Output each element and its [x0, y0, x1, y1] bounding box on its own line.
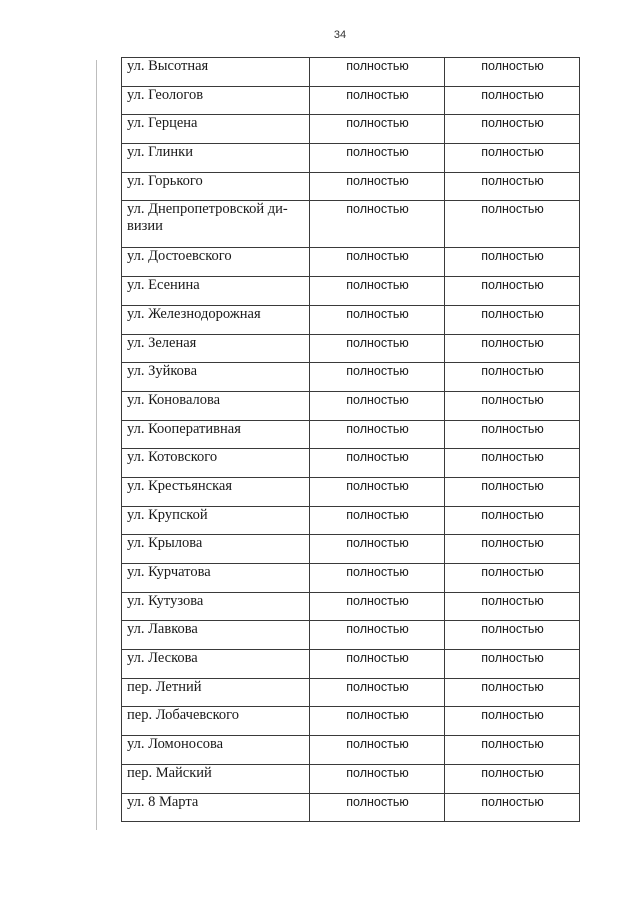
- street-cell: ул. Котовского: [122, 449, 310, 478]
- status-cell-b: полностью: [445, 678, 580, 707]
- table-row: [122, 58, 580, 87]
- status-cell-a: полностью: [310, 420, 445, 449]
- table-row: [122, 86, 580, 115]
- street-cell: ул. Геологов: [122, 86, 310, 115]
- status-cell-b: полностью: [445, 334, 580, 363]
- table-row: [122, 144, 580, 173]
- table-row: [122, 621, 580, 650]
- status-cell-b: полностью: [445, 477, 580, 506]
- status-cell-b: полностью: [445, 564, 580, 593]
- status-cell-a: полностью: [310, 201, 445, 248]
- status-cell-b: полностью: [445, 707, 580, 736]
- street-cell: ул. Зуйкова: [122, 363, 310, 392]
- street-cell: ул. Лескова: [122, 650, 310, 679]
- table-row: [122, 334, 580, 363]
- street-cell: ул. Герцена: [122, 115, 310, 144]
- status-cell-a: полностью: [310, 564, 445, 593]
- table-row: [122, 115, 580, 144]
- table-row: [122, 506, 580, 535]
- table-row: [122, 535, 580, 564]
- street-cell: ул. Достоевского: [122, 248, 310, 277]
- street-cell: ул. 8 Марта: [122, 793, 310, 822]
- table-row: [122, 564, 580, 593]
- status-cell-a: полностью: [310, 391, 445, 420]
- table-row: [122, 420, 580, 449]
- street-cell: ул. Коновалова: [122, 391, 310, 420]
- street-cell: ул. Зеленая: [122, 334, 310, 363]
- table-row: [122, 449, 580, 478]
- status-cell-a: полностью: [310, 305, 445, 334]
- street-cell: ул. Лавкова: [122, 621, 310, 650]
- status-cell-b: полностью: [445, 592, 580, 621]
- streets-table: [121, 57, 580, 822]
- table-row: [122, 201, 580, 248]
- table-row: [122, 678, 580, 707]
- status-cell-a: полностью: [310, 144, 445, 173]
- status-cell-b: полностью: [445, 277, 580, 306]
- status-cell-a: полностью: [310, 764, 445, 793]
- street-cell: ул. Есенина: [122, 277, 310, 306]
- street-cell: ул. Кутузова: [122, 592, 310, 621]
- status-cell-a: полностью: [310, 736, 445, 765]
- status-cell-b: полностью: [445, 420, 580, 449]
- status-cell-b: полностью: [445, 793, 580, 822]
- status-cell-a: полностью: [310, 449, 445, 478]
- table-row: [122, 736, 580, 765]
- street-cell: ул. Крестьянская: [122, 477, 310, 506]
- table-row: [122, 477, 580, 506]
- table-row: [122, 592, 580, 621]
- table-row: [122, 764, 580, 793]
- status-cell-b: полностью: [445, 363, 580, 392]
- status-cell-b: полностью: [445, 201, 580, 248]
- street-cell: пер. Лобачевского: [122, 707, 310, 736]
- table-row: [122, 793, 580, 822]
- page-number: 34: [333, 29, 347, 41]
- status-cell-b: полностью: [445, 58, 580, 87]
- status-cell-b: полностью: [445, 449, 580, 478]
- street-cell: ул. Крупской: [122, 506, 310, 535]
- status-cell-b: полностью: [445, 506, 580, 535]
- street-cell: ул. Крылова: [122, 535, 310, 564]
- status-cell-a: полностью: [310, 678, 445, 707]
- street-cell: пер. Летний: [122, 678, 310, 707]
- status-cell-b: полностью: [445, 144, 580, 173]
- table-row: [122, 363, 580, 392]
- status-cell-b: полностью: [445, 115, 580, 144]
- table-row: [122, 172, 580, 201]
- street-cell: ул. Ломоносова: [122, 736, 310, 765]
- table-row: [122, 391, 580, 420]
- status-cell-a: полностью: [310, 707, 445, 736]
- status-cell-a: полностью: [310, 115, 445, 144]
- left-margin-line: [96, 60, 97, 830]
- status-cell-a: полностью: [310, 172, 445, 201]
- street-cell: пер. Майский: [122, 764, 310, 793]
- status-cell-a: полностью: [310, 650, 445, 679]
- street-cell: ул. Курчатова: [122, 564, 310, 593]
- status-cell-b: полностью: [445, 650, 580, 679]
- table-row: [122, 277, 580, 306]
- status-cell-a: полностью: [310, 86, 445, 115]
- status-cell-b: полностью: [445, 172, 580, 201]
- status-cell-b: полностью: [445, 736, 580, 765]
- status-cell-a: полностью: [310, 592, 445, 621]
- status-cell-a: полностью: [310, 477, 445, 506]
- status-cell-a: полностью: [310, 58, 445, 87]
- status-cell-a: полностью: [310, 363, 445, 392]
- status-cell-a: полностью: [310, 506, 445, 535]
- status-cell-a: полностью: [310, 793, 445, 822]
- status-cell-a: полностью: [310, 535, 445, 564]
- status-cell-b: полностью: [445, 86, 580, 115]
- status-cell-a: полностью: [310, 621, 445, 650]
- table-row: [122, 305, 580, 334]
- street-cell: ул. Днепропетровской ди-визии: [122, 201, 310, 248]
- status-cell-a: полностью: [310, 248, 445, 277]
- table-row: [122, 707, 580, 736]
- status-cell-b: полностью: [445, 764, 580, 793]
- table-row: [122, 248, 580, 277]
- street-cell: ул. Железнодорожная: [122, 305, 310, 334]
- street-cell: ул. Глинки: [122, 144, 310, 173]
- status-cell-b: полностью: [445, 248, 580, 277]
- status-cell-b: полностью: [445, 305, 580, 334]
- street-cell: ул. Высотная: [122, 58, 310, 87]
- table-row: [122, 650, 580, 679]
- street-cell: ул. Горького: [122, 172, 310, 201]
- streets-table-body: [122, 58, 580, 822]
- status-cell-a: полностью: [310, 334, 445, 363]
- status-cell-b: полностью: [445, 535, 580, 564]
- status-cell-b: полностью: [445, 391, 580, 420]
- status-cell-a: полностью: [310, 277, 445, 306]
- street-cell: ул. Кооперативная: [122, 420, 310, 449]
- status-cell-b: полностью: [445, 621, 580, 650]
